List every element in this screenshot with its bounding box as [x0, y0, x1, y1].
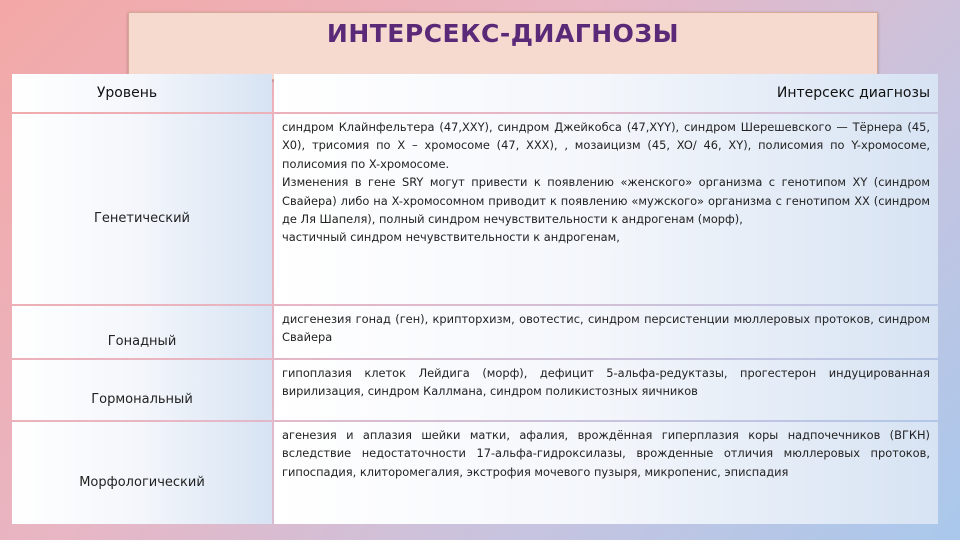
diagnoses-morphological-line: агенезия и аплазия шейки матки, афалия, врождённая гиперплазия коры надпочечников (ВГКН) вследствие недостаточности 17-альфа-гидроксилазы, врожденные отличия мюллеровых протоков, гипоспадия, клиторомегалия, экстрофия мочевого пузыря, микропенис, эписпадия [282, 428, 930, 479]
level-hormonal: Гормональный [12, 360, 272, 420]
diagnoses-gonadal-line: дисгенезия гонад (ген), крипторхизм, овотестис, синдром персистенции мюллеровых протоков, синдром Свайера [282, 312, 930, 345]
diagnoses-hormonal [274, 360, 938, 420]
diagnoses-genetic-line: синдром Клайнфельтера (47,XXY), синдром Джейкобса (47,XYY), синдром Шерешевского — Тёрнера (45, X0), трисомия по X – хромосоме (47, XXX), , мозаицизм (45, XO/ 46, XY), полисомия по Y-хромосоме, полисомия по X-хромосоме. [282, 120, 930, 171]
level-gonadal: Гонадный [12, 306, 272, 358]
header-diagnoses: Интерсекс диагнозы [274, 74, 938, 112]
header-level: Уровень [12, 74, 272, 112]
level-genetic: Генетический [12, 114, 272, 304]
diagnoses-genetic [274, 114, 938, 304]
level-morphological: Морфологический [12, 422, 272, 524]
diagnoses-morphological [274, 422, 938, 524]
slide-title: ИНТЕРСЕКС-ДИАГНОЗЫ [326, 19, 680, 48]
title-banner [128, 12, 878, 80]
diagnoses-hormonal-line: гипоплазия клеток Лейдига (морф), дефицит 5-альфа-редуктазы, прогестерон индуцированная вирилизация, синдром Каллмана, синдром поликистозных яичников [282, 366, 930, 399]
diagnoses-gonadal [274, 306, 938, 358]
diagnoses-genetic-line: Изменения в гене SRY могут привести к появлению «женского» организма с генотипом XY (синдром Свайера) либо на X-хромосомном приводит к появлению «мужского» организма с генотипом XX (синдром де Ля Шапеля), полный синдром нечувствительности к андрогенам (морф), [282, 175, 930, 227]
diagnoses-genetic-line: частичный синдром нечувствительности к андрогенам, [282, 230, 620, 245]
diagnoses-table [12, 74, 936, 518]
